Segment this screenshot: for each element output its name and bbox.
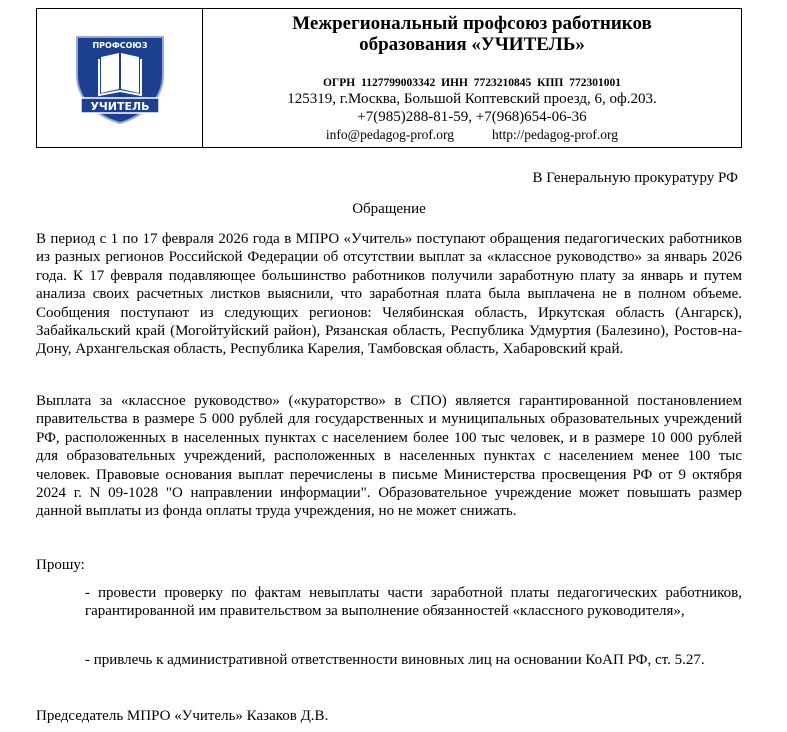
paragraph-1: В период с 1 по 17 февраля 2026 года в МПРО «Учитель» поступают обращения педагогических работников из разных регионов Российской Федерации об отсутствии выплат за «классное руководство» за январь 2026 года. К 17 февраля подавляющее большинство работников получили заработную плату за январь и путем анализа своих расчетных листков выяснили, что заработная плата была выплачена не в полном объеме. Сообщения поступают из следующих регионов: Челябинская область, Иркутская область (Ангарск), Забайкальский край (Могойтуйский район), Рязанская область, Республика Удмуртия (Балезино), Ростов-на-Дону, Архангельская область, Республика Карелия, Тамбовская область, Хабаровский край. bbox=[36, 231, 742, 358]
organization-name bbox=[203, 13, 741, 55]
request-label: Прошу: bbox=[36, 557, 85, 573]
document-title: Обращение bbox=[352, 201, 426, 217]
postal-address: 125319, г.Москва, Большой Коптевский проезд, 6, оф.203. bbox=[287, 91, 657, 107]
addressee: В Генеральную прокуратуру РФ bbox=[532, 170, 738, 186]
website-link[interactable]: http://pedagog-prof.org bbox=[491, 127, 619, 142]
org-name-line2: образования «УЧИТЕЛЬ» bbox=[359, 34, 585, 55]
org-name-line1: Межрегиональный профсоюз работников bbox=[292, 13, 652, 34]
logo-cell bbox=[37, 9, 203, 147]
organization-details bbox=[203, 9, 741, 147]
logo-bottom-text: УЧИТЕЛЬ bbox=[89, 100, 150, 113]
signature: Председатель МПРО «Учитель» Казаков Д.В. bbox=[36, 708, 329, 724]
contacts-row bbox=[203, 126, 741, 143]
letterhead bbox=[36, 8, 742, 148]
phone-numbers: +7(985)288-81-59, +7(968)654-06-36 bbox=[357, 109, 587, 125]
union-logo bbox=[71, 31, 169, 125]
paragraph-2: Выплата за «классное руководство» («кураторство» в СПО) является гарантированной постановлением правительства в размере 5 000 рублей для государственных и муниципальных образовательных учреждений РФ, расположенных в населенных пунктах с населением более 100 тыс человек, и в размере 10 000 рублей для образовательных учреждений, расположенных в населенных пунктах с населением менее 100 тыс человек. Правовые основания выплат перечислены в письме Министерства просвещения РФ от 9 октября 2024 г. N 09-1028 "О направлении информации". Образовательное учреждение может повышать размер данной выплаты из фонда оплаты труда учреждения, но не может снижать. bbox=[36, 393, 742, 520]
request-item: - привлечь к административной ответственности виновных лиц на основании КоАП РФ, ст. 5.27. bbox=[85, 652, 705, 668]
logo-top-text: ПРОФСОЮЗ bbox=[91, 41, 148, 50]
registration-numbers: ОГРН 1127799003342 ИНН 7723210845 КПП 772301001 bbox=[322, 77, 622, 89]
request-item: - провести проверку по фактам невыплаты части заработной платы педагогических работников, гарантированной им правительством за выполнение обязанностей «классного руководителя», bbox=[85, 585, 742, 620]
email-link[interactable]: info@pedagog-prof.org bbox=[325, 127, 454, 142]
